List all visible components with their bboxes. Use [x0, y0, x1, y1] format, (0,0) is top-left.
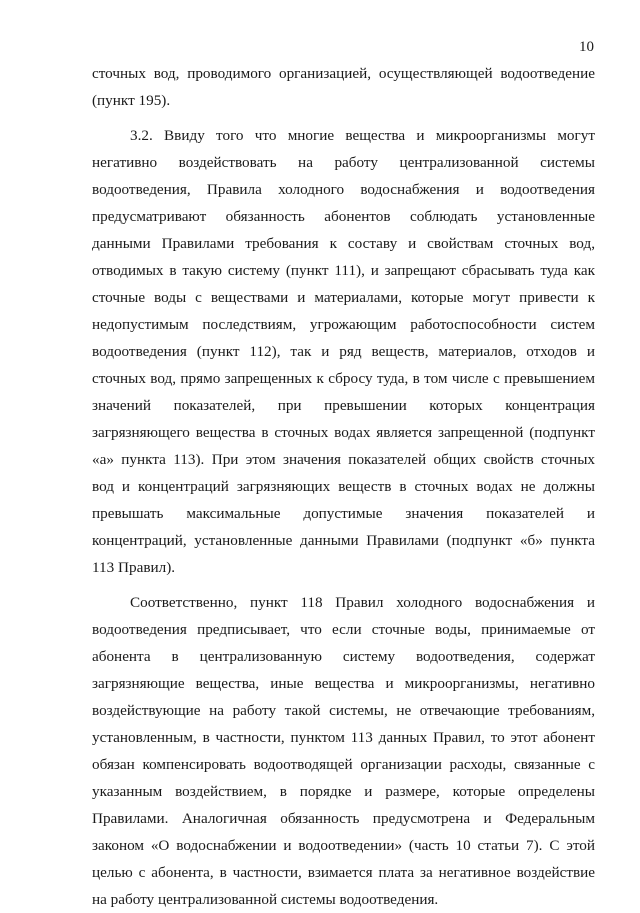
text-line: сточных вод, прямо запрещенных к сбросу туда, в том числе с превышением: [92, 370, 595, 387]
text-line: данными Правилами требования к составу и свойствам сточных вод,: [92, 235, 595, 252]
paragraph: [92, 589, 595, 913]
text-line: водоотведения (пункт 112), так и ряд веществ, материалов, отходов и: [92, 343, 595, 360]
text-line: недопустимым последствиям, угрожающим работоспособности систем: [92, 316, 595, 333]
text-line: воздействующие на работу такой системы, не отвечающие требованиям,: [92, 702, 595, 719]
text-line: негативно воздействовать на работу централизованной системы: [92, 154, 595, 171]
text-line: установленным, в частности, пунктом 113 данных Правил, то этот абонент: [92, 729, 595, 746]
text-line: концентраций, установленные данными Правилами (подпункт «б» пункта: [92, 532, 595, 549]
page-number: 10: [579, 39, 594, 55]
text-line: вод и концентраций загрязняющих веществ в сточных водах не должны: [92, 478, 595, 495]
text-line: 3.2. Ввиду того что многие вещества и микроорганизмы могут: [130, 127, 595, 144]
text-line: предусматривают обязанность абонентов соблюдать установленные: [92, 208, 595, 225]
text-line: целью с абонента, в частности, взимается плата за негативное воздействие: [92, 864, 595, 881]
text-line: Соответственно, пункт 118 Правил холодного водоснабжения и: [130, 594, 595, 611]
text-line: абонента в централизованную систему водоотведения, содержат: [92, 648, 595, 665]
text-line: водоотведения, Правила холодного водоснабжения и водоотведения: [92, 181, 595, 198]
text-line: Правилами. Аналогичная обязанность предусмотрена и Федеральным: [92, 810, 595, 827]
text-line: значений показателей, при превышении которых концентрация: [92, 397, 595, 414]
body-text: [92, 60, 595, 913]
text-line: 113 Правил).: [92, 559, 176, 576]
text-line: обязан компенсировать водоотводящей организации расходы, связанные с: [92, 756, 595, 773]
text-line: сточные воды с веществами и материалами, которые могут привести к: [92, 289, 595, 306]
text-line: сточных вод, проводимого организацией, осуществляющей водоотведение: [92, 65, 595, 82]
paragraph: [92, 122, 595, 581]
text-line: (пункт 195).: [92, 92, 171, 109]
text-line: указанным воздействием, в порядке и размере, которые определены: [92, 783, 595, 800]
paragraph: [92, 60, 595, 114]
text-line: отводимых в такую систему (пункт 111), и запрещают сбрасывать туда как: [92, 262, 595, 279]
text-line: водоотведения предписывает, что если сточные воды, принимаемые от: [92, 621, 595, 638]
text-line: законом «О водоснабжении и водоотведении» (часть 10 статьи 7). С этой: [92, 837, 595, 854]
text-line: превышать максимальные допустимые значения показателей и: [92, 505, 595, 522]
text-line: на работу централизованной системы водоотведения.: [92, 891, 439, 908]
text-line: «а» пункта 113). При этом значения показателей общих свойств сточных: [92, 451, 595, 468]
text-line: загрязняющего вещества в сточных водах является запрещенной (подпункт: [92, 424, 595, 441]
text-line: загрязняющие вещества, иные вещества и микроорганизмы, негативно: [92, 675, 595, 692]
